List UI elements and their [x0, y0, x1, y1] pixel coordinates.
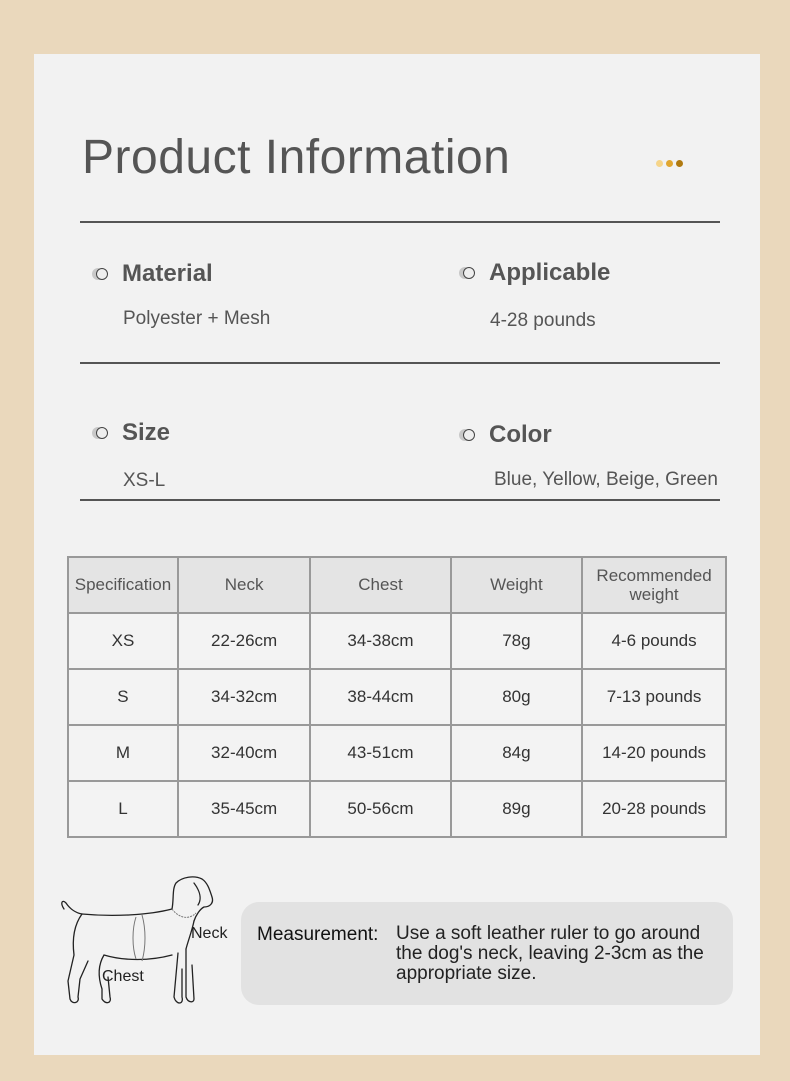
- neck-label: Neck: [191, 925, 228, 942]
- table-cell: 50-56cm: [310, 781, 450, 837]
- bullet-icon: [92, 427, 108, 439]
- header-chest: Chest: [310, 557, 450, 613]
- color-heading: [459, 421, 552, 449]
- dog-outline-icon: [54, 869, 239, 1019]
- table-cell: 22-26cm: [178, 613, 310, 669]
- table-cell: 32-40cm: [178, 725, 310, 781]
- divider: [80, 499, 720, 501]
- table-cell: XS: [68, 613, 178, 669]
- dot-icon: [666, 160, 673, 167]
- header-neck: Neck: [178, 557, 310, 613]
- applicable-heading: [459, 259, 610, 287]
- table-cell: 34-38cm: [310, 613, 450, 669]
- product-info-card: [34, 54, 760, 1055]
- size-value: XS-L: [123, 470, 166, 491]
- measurement-box: [241, 902, 733, 1005]
- material-value: Polyester + Mesh: [123, 308, 271, 329]
- header-recommended-weight: Recommended weight: [582, 557, 726, 613]
- dot-icon: [676, 160, 683, 167]
- table-row: [68, 669, 726, 725]
- table-row: [68, 725, 726, 781]
- table-cell: 84g: [451, 725, 582, 781]
- table-row: [68, 781, 726, 837]
- color-value: Blue, Yellow, Beige, Green: [494, 469, 718, 490]
- header-specification: Specification: [68, 557, 178, 613]
- divider: [80, 362, 720, 364]
- dot-icon: [656, 160, 663, 167]
- page-title: Product Information: [82, 131, 511, 184]
- decorative-dots: [656, 160, 683, 167]
- table-cell: 7-13 pounds: [582, 669, 726, 725]
- table-cell: L: [68, 781, 178, 837]
- table-cell: 20-28 pounds: [582, 781, 726, 837]
- applicable-label: Applicable: [489, 259, 611, 286]
- material-label: Material: [122, 260, 213, 287]
- header-weight: Weight: [451, 557, 582, 613]
- size-table: [67, 556, 727, 838]
- table-cell: 80g: [451, 669, 582, 725]
- applicable-value: 4-28 pounds: [490, 310, 596, 331]
- table-cell: 35-45cm: [178, 781, 310, 837]
- size-label: Size: [122, 419, 171, 446]
- table-cell: 89g: [451, 781, 582, 837]
- table-cell: 4-6 pounds: [582, 613, 726, 669]
- table-header-row: [68, 557, 726, 613]
- table-cell: 43-51cm: [310, 725, 450, 781]
- table-cell: 78g: [451, 613, 582, 669]
- size-heading: [92, 419, 170, 447]
- table-cell: S: [68, 669, 178, 725]
- table-cell: 34-32cm: [178, 669, 310, 725]
- divider: [80, 221, 720, 223]
- bullet-icon: [459, 429, 475, 441]
- table-cell: 38-44cm: [310, 669, 450, 725]
- color-label: Color: [489, 421, 552, 448]
- table-row: [68, 613, 726, 669]
- material-heading: [92, 260, 213, 288]
- table-cell: 14-20 pounds: [582, 725, 726, 781]
- chest-label: Chest: [102, 968, 144, 985]
- bullet-icon: [459, 267, 475, 279]
- bullet-icon: [92, 268, 108, 280]
- measurement-text: Use a soft leather ruler to go around the dog's neck, leaving 2-3cm as the appropriate size.: [396, 923, 704, 984]
- table-cell: M: [68, 725, 178, 781]
- measurement-label: Measurement:: [257, 924, 379, 945]
